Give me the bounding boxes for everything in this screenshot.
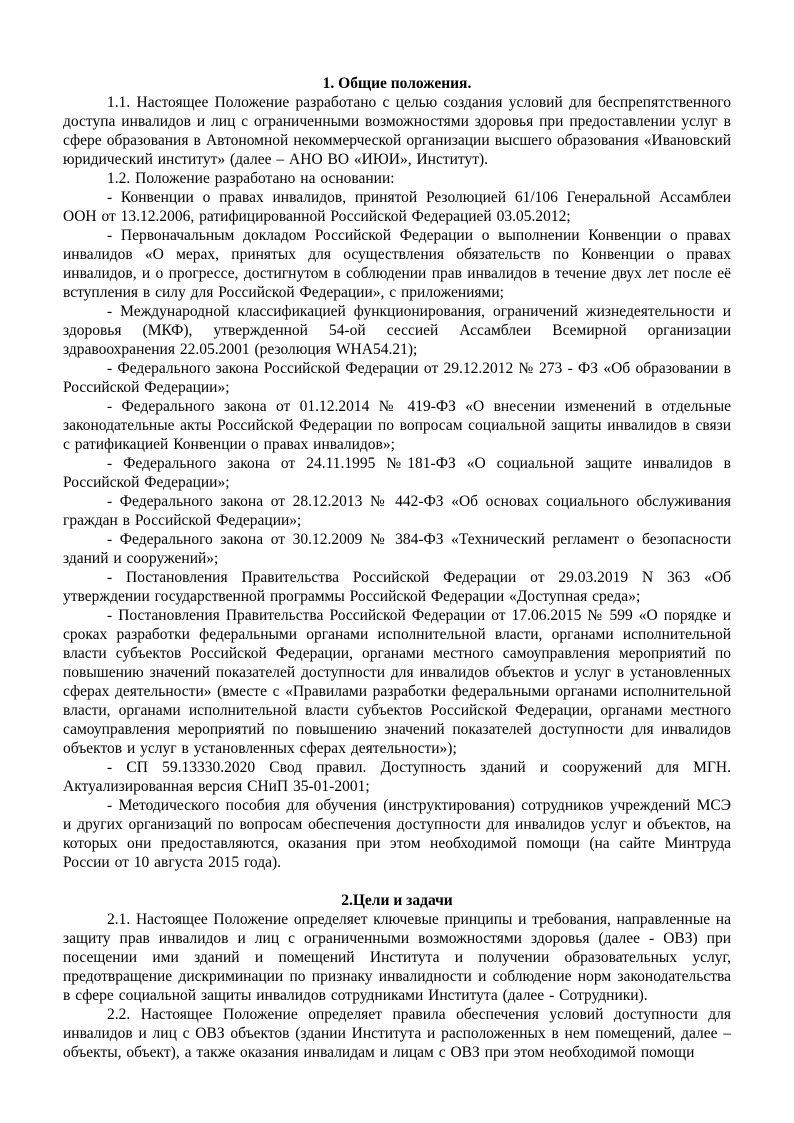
list-item-sp-59: - СП 59.13330.2020 Свод правил. Доступность зданий и сооружений для МГН. Актуализированная версия СНиП 35-01-2001; — [63, 759, 731, 795]
paragraph-1-2: 1.2. Положение разработано на основании: — [107, 170, 395, 187]
list-item-law-273: - Федерального закона Российской Федерации от 29.12.2012 № 273 - ФЗ «Об образовании в Российской Федерации»; — [63, 360, 731, 396]
list-item-law-384: - Федерального закона от 30.12.2009 № 384-ФЗ «Технический регламент о безопасности зданий и сооружений»; — [63, 531, 731, 567]
list-item-methodical-manual: - Методического пособия для обучения (инструктирования) сотрудников учреждений МСЭ и других организаций по вопросам обеспечения доступности для инвалидов услуг и объектов, на которых они предоставляются, оказания при этом необходимой помощи (на сайте Минтруда России от 10 августа 2015 года). — [63, 797, 731, 871]
paragraph-1-1: 1.1. Настоящее Положение разработано с целью создания условий для беспрепятственного доступа инвалидов и лиц с ограниченными возможностями здоровья при предоставлении услуг в сфере образования в Автономной некоммерческой организации высшего образования «Ивановский юридический институт» (далее – АНО ВО «ИЮИ», Институт). — [63, 94, 731, 168]
list-item-law-181: - Федерального закона от 24.11.1995 №181-ФЗ «О социальной защите инвалидов в Российской Федерации»; — [63, 455, 731, 491]
list-item-convention: - Конвенции о правах инвалидов, принятой Резолюцией 61/106 Генеральной Ассамблеи ООН от 13.12.2006, ратифицированной Российской Федерацией 03.05.2012; — [63, 189, 731, 225]
section-2-heading: 2.Цели и задачи — [341, 892, 453, 909]
list-item-initial-report: - Первоначальным докладом Российской Федерации о выполнении Конвенции о правах инвалидов «О мерах, принятых для осуществления обязательств по Конвенции о правах инвалидов, и о прогрессе, достигнутом в соблюдении прав инвалидов в течение двух лет после её вступления в силу для Российской Федерации», с приложениями; — [63, 227, 731, 301]
paragraph-2-2: 2.2. Настоящее Положение определяет правила обеспечения условий доступности для инвалидов и лиц с ОВЗ объектов (здании Института и расположенных в нем помещений, далее – объекты, объект), а также оказания инвалидам и лицам с ОВЗ при этом необходимой помощи — [63, 1006, 731, 1061]
paragraph-2-1: 2.1. Настоящее Положение определяет ключевые принципы и требования, направленные на защиту прав инвалидов и лиц с ограниченными возможностями здоровья (далее - ОВЗ) при посещении ими зданий и помещений Института и получении образовательных услуг, предотвращение дискриминации по признаку инвалидности и соблюдение норм законодательства в сфере социальной защиты инвалидов сотрудниками Института (далее - Сотрудники). — [63, 911, 731, 1004]
list-item-law-419: - Федерального закона от 01.12.2014 № 419-ФЗ «О внесении изменений в отдельные законодательные акты Российской Федерации по вопросам социальной защиты инвалидов в связи с ратификацией Конвенции о правах инвалидов»; — [63, 398, 731, 453]
list-item-icf-classification: - Международной классификацией функционирования, ограничений жизнедеятельности и здоровья (МКФ), утвержденной 54-ой сессией Ассамблеи Всемирной организации здравоохранения 22.05.2001 (резолюция WHA54.21); — [63, 303, 731, 358]
section-1-heading: 1. Общие положения. — [322, 75, 472, 92]
list-item-decree-363: - Постановления Правительства Российской Федерации от 29.03.2019 N 363 «Об утверждении государственной программы Российской Федерации «Доступная среда»; — [63, 569, 731, 605]
list-item-law-442: - Федерального закона от 28.12.2013 № 442-ФЗ «Об основах социального обслуживания граждан в Российской Федерации»; — [63, 493, 731, 529]
list-item-decree-599: - Постановления Правительства Российской Федерации от 17.06.2015 № 599 «О порядке и сроках разработки федеральными органами исполнительной власти, органами исполнительной власти субъектов Российской Федерации, органами местного самоуправления мероприятий по повышению значений показателей доступности для инвалидов объектов и услуг в установленных сферах деятельности» (вместе с «Правилами разработки федеральными органами исполнительной власти, органами исполнительной власти субъектов Российской Федерации, органами местного самоуправления мероприятий по повышению значений показателей доступности для инвалидов объектов и услуг в установленных сферах деятельности»); — [63, 607, 731, 757]
